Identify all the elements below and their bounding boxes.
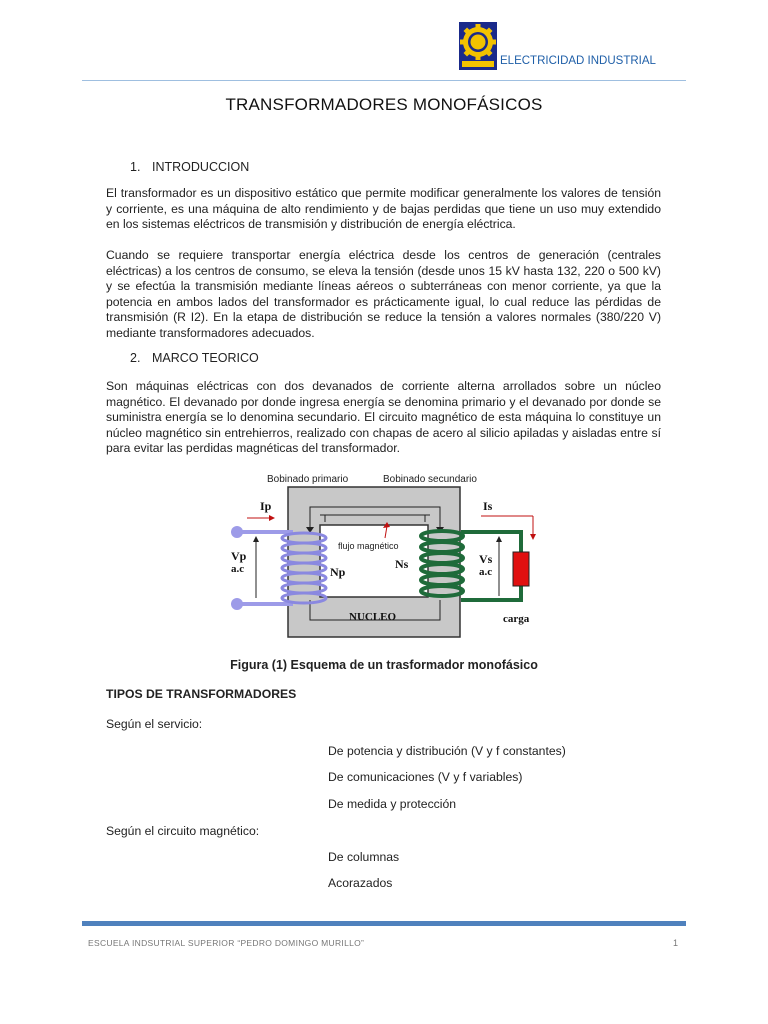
secondary-coil bbox=[421, 531, 463, 596]
section-heading-introduccion bbox=[130, 160, 249, 174]
page-number: 1 bbox=[673, 938, 679, 948]
core-window bbox=[320, 525, 428, 597]
primary-terminal-top bbox=[231, 526, 243, 538]
label-vs: Vs bbox=[479, 552, 493, 566]
label-ip: Ip bbox=[260, 499, 272, 513]
secondary-wire bbox=[461, 532, 521, 552]
section-title: INTRODUCCION bbox=[152, 160, 250, 174]
service-item: De comunicaciones (V y f variables) bbox=[328, 770, 523, 784]
section-title: MARCO TEORICO bbox=[152, 351, 259, 365]
section-heading-marco-teorico bbox=[130, 351, 259, 365]
header-divider bbox=[82, 80, 686, 81]
label-np: Np bbox=[330, 565, 346, 579]
circuit-label: Según el circuito magnético: bbox=[106, 824, 260, 838]
document-title: TRANSFORMADORES MONOFÁSICOS bbox=[225, 95, 543, 114]
section-number: 2. bbox=[130, 351, 141, 365]
types-heading: TIPOS DE TRANSFORMADORES bbox=[106, 687, 297, 701]
service-item: De potencia y distribución (V y f constantes) bbox=[328, 744, 566, 758]
label-flux: flujo magnético bbox=[338, 541, 399, 551]
transformer-diagram bbox=[225, 470, 545, 655]
paragraph-1: El transformador es un dispositivo estático que permite modificar generalmente los valores de tensión y corriente, es una máquina de alto rendimiento y de bajas perdidas que tiene un uso muy extendido en los sistemas eléctricos de transmisión y distribución de energía eléctrica. bbox=[106, 186, 661, 232]
footer-divider bbox=[82, 921, 686, 926]
primary-terminal-bottom bbox=[231, 598, 243, 610]
label-vp: Vp bbox=[231, 549, 247, 563]
circuit-item: De columnas bbox=[328, 850, 400, 864]
service-item: De medida y protección bbox=[328, 797, 457, 811]
circuit-item: Acorazados bbox=[328, 876, 393, 890]
label-vs-ac: a.c bbox=[479, 566, 493, 578]
label-core: NUCLEO bbox=[349, 611, 397, 623]
label-primary-winding: Bobinado primario bbox=[267, 474, 349, 485]
paragraph-2: Cuando se requiere transportar energía eléctrica desde los centros de generación (centrales eléctricas) a los centros de consumo, se eleva la tensión (desde unos 15 kV hasta 132, 220 o 500 kV) y se efectúa la transmisión mediante líneas aéreos o subterráneas con menor corriente, ya que la potencia en ambos lados del transformador es prácticamente igual, lo cual reduce las pérdidas de transmisión (R I2). En la etapa de distribución se reduce la tensión a valores normales (380/220 V) mediante transformadores adecuados. bbox=[106, 248, 661, 340]
label-ns: Ns bbox=[395, 557, 409, 571]
load-resistor bbox=[513, 552, 529, 586]
footer-school: ESCUELA INDSUTRIAL SUPERIOR “PEDRO DOMINGO MURILLO” bbox=[88, 938, 365, 948]
paragraph-3: Son máquinas eléctricas con dos devanados de corriente alterna arrollados sobre un núcleo magnético. El devanado por donde ingresa energía se denomina primario y el devanado por donde se suministra energía se lo denomina secundario. El circuito magnético de esta máquina lo constituye un núcleo magnético sin entrehierros, realizado con chapas de acero al silicio apiladas y aisladas entre sí para evitar las perdidas magnéticas del transformador. bbox=[106, 379, 661, 456]
header-title: ELECTRICIDAD INDUSTRIAL bbox=[500, 55, 656, 67]
label-secondary-winding: Bobinado secundario bbox=[383, 474, 477, 485]
service-label: Según el servicio: bbox=[106, 717, 203, 731]
label-load: carga bbox=[503, 613, 530, 625]
label-is: Is bbox=[483, 499, 493, 513]
school-logo bbox=[459, 22, 497, 70]
section-number: 1. bbox=[130, 160, 141, 174]
label-vp-ac: a.c bbox=[231, 563, 245, 575]
figure-caption: Figura (1) Esquema de un trasformador monofásico bbox=[230, 658, 538, 672]
